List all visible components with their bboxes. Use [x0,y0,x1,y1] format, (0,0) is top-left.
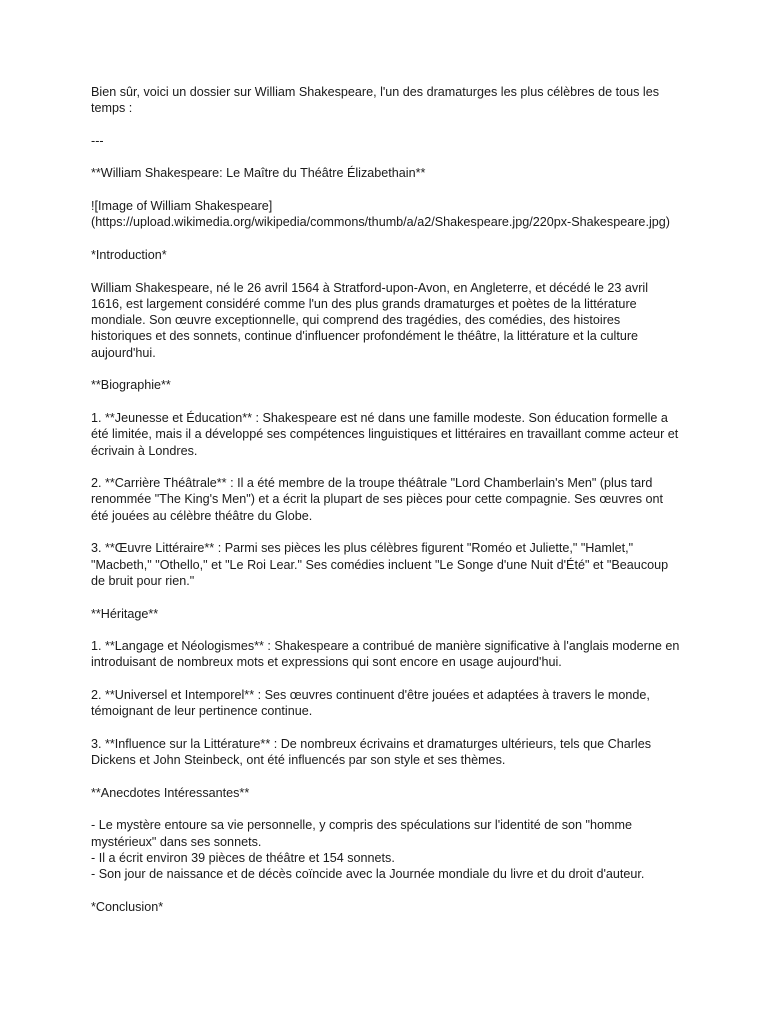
section-heading-anecdotes: **Anecdotes Intéressantes** [91,785,250,800]
document-page [91,84,681,915]
heritage-item-3: 3. **Influence sur la Littérature** : De nombreux écrivains et dramaturges ultérieurs, tels que Charles Dickens et John Steinbeck, ont été influencés par son style et ses thèmes. [91,736,655,768]
introduction-paragraph: William Shakespeare, né le 26 avril 1564 à Stratford-upon-Avon, en Angleterre, et décédé le 23 avril 1616, est largement considéré comme l'un des plus grands dramaturges et poètes de la littérature mondiale. Son œuvre exceptionnelle, qui comprend des tragédies, des comédies, des histoires historiques et des sonnets, continue d'influencer profondément le théâtre, la littérature et la culture aujourd'hui. [91,280,652,360]
document-title: **William Shakespeare: Le Maître du Théâtre Élizabethain** [91,166,426,181]
biographie-item-2: 2. **Carrière Théâtrale** : Il a été membre de la troupe théâtrale "Lord Chamberlain's Men" (plus tard renommée "The King's Men") et a écrit la plupart de ses pièces pour cette compagnie. Ses œuvres ont été jouées au célèbre théâtre du Globe. [91,476,667,523]
heritage-item-2: 2. **Universel et Intemporel** : Ses œuvres continuent d'être jouées et adaptées à travers le monde, témoignant de leur pertinence continue. [91,687,654,719]
section-heading-introduction: *Introduction* [91,247,167,262]
section-heading-biographie: **Biographie** [91,378,171,393]
separator: --- [91,133,104,148]
anecdotes-list: - Le mystère entoure sa vie personnelle, y compris des spéculations sur l'identité de son "homme mystérieux" dans ses sonnets. - Il a écrit environ 39 pièces de théâtre et 154 sonnets. - Son jour de naissance et de décès coïncide avec la Journée mondiale du livre et du droit d'auteur. [91,818,645,882]
section-heading-conclusion: *Conclusion* [91,899,164,914]
image-markdown: ![Image of William Shakespeare](https://upload.wikimedia.org/wikipedia/commons/thumb/a/a2/Shakespeare.jpg/220px-Shakespeare.jpg) [91,199,670,230]
biographie-item-3: 3. **Œuvre Littéraire** : Parmi ses pièces les plus célèbres figurent "Roméo et Juliette," "Hamlet," "Macbeth," "Othello," et "Le Roi Lear." Ses comédies incluent "Le Songe d'une Nuit d'Été" et "Beaucoup de bruit pour rien." [91,541,672,588]
section-heading-heritage: **Héritage** [91,606,159,621]
heritage-item-1: 1. **Langage et Néologismes** : Shakespeare a contribué de manière significative à l'anglais moderne en introduisant de nombreux mots et expressions qui sont encore en usage aujourd'hui. [91,639,683,670]
intro-sentence: Bien sûr, voici un dossier sur William Shakespeare, l'un des dramaturges les plus célèbres de tous les temps : [91,85,663,116]
biographie-item-1: 1. **Jeunesse et Éducation** : Shakespeare est né dans une famille modeste. Son éducation formelle a été limitée, mais il a développé ses compétences linguistiques et littéraires en travaillant comme acteur et écrivain à Londres. [91,410,682,458]
